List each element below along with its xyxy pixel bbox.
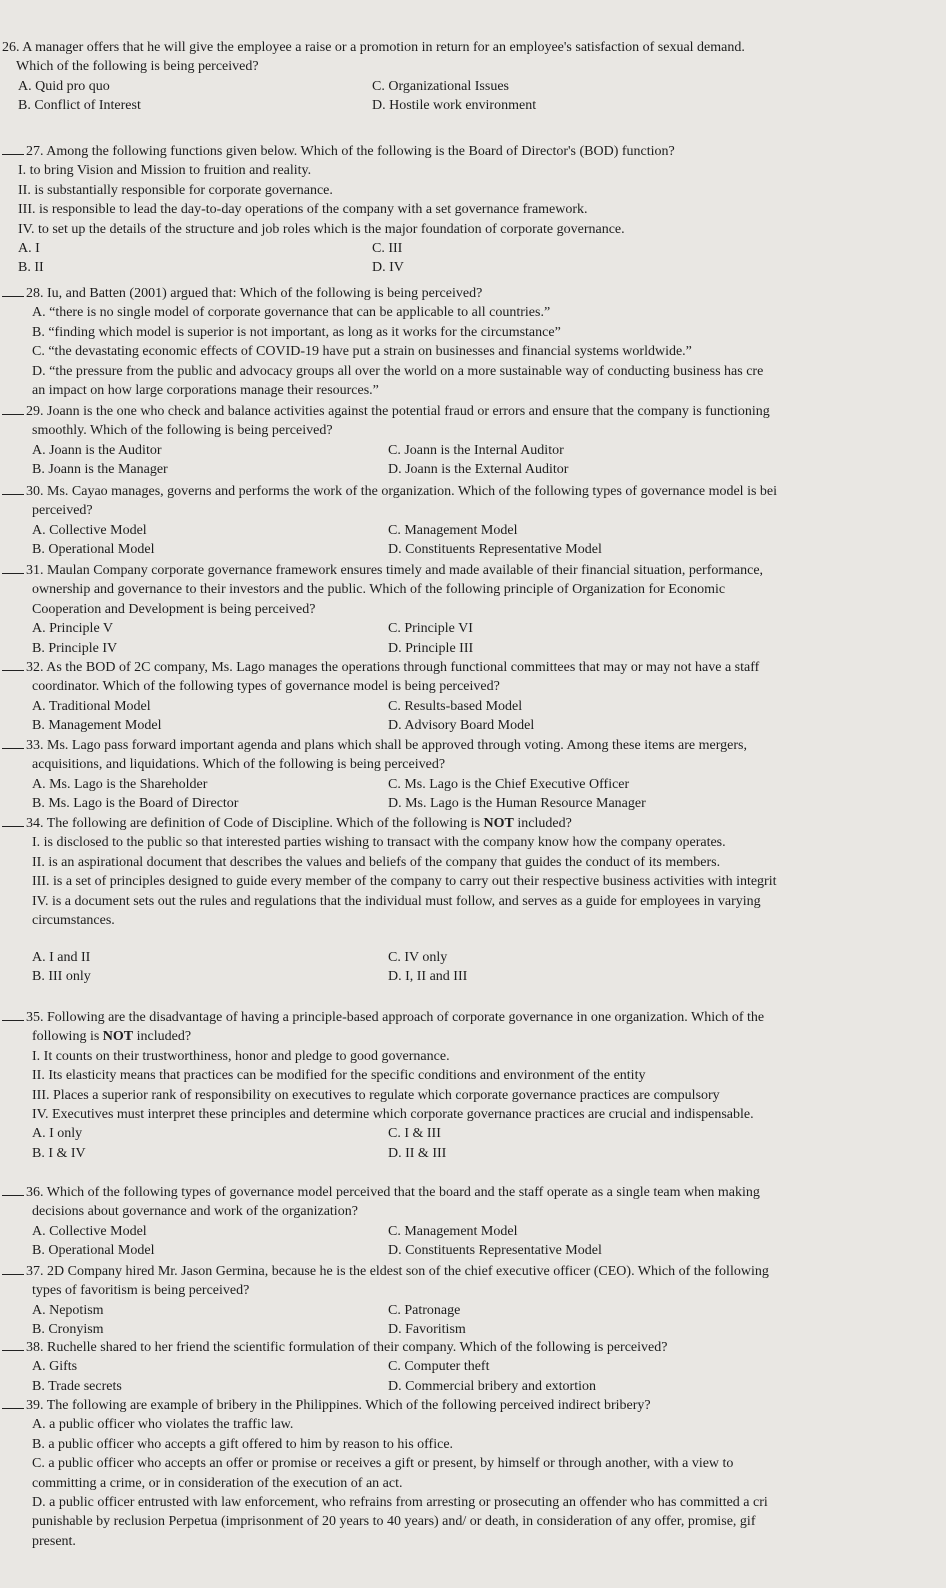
option-b: B. Trade secrets: [32, 1378, 122, 1394]
question-stem: The following are definition of Code of Discipline. Which of the following is: [46, 816, 481, 831]
option-d: D. Advisory Board Model: [388, 718, 535, 734]
options-row: [0, 77, 946, 96]
options-row: [0, 619, 946, 638]
question-stem: Joann is the one who check and balance activities against the potential fraud or errors and ensure that the company is functioning: [47, 404, 770, 419]
option-c: C. Ms. Lago is the Chief Executive Officer: [388, 776, 630, 792]
question-stem: included?: [517, 816, 572, 831]
option-c: C. Principle VI: [388, 621, 473, 637]
option-a: A. Principle V: [32, 621, 114, 637]
option-a: A. Gifts: [32, 1359, 78, 1375]
option-d: D. Constituents Representative Model: [388, 542, 602, 558]
question-stem: decisions about governance and work of the organization?: [32, 1204, 358, 1220]
option-d: D. IV: [372, 260, 404, 276]
question-stem: Maulan Company corporate governance framework ensures timely and made available of their financial situation, performance,: [47, 563, 764, 578]
question-number: 26.: [2, 40, 20, 55]
option-d: D. Principle III: [388, 640, 474, 656]
question-32: [0, 658, 946, 736]
statement-item: II. Its elasticity means that practices can be modified for the specific conditions and environment of the entity: [32, 1068, 646, 1084]
option-b: B. Conflict of Interest: [18, 98, 141, 114]
question-stem: 2D Company hired Mr. Jason Germina, because he is the eldest son of the chief executive officer (CEO). Which of the following: [47, 1264, 769, 1279]
question-stem: smoothly. Which of the following is being perceived?: [32, 423, 333, 439]
options-row: [0, 441, 946, 460]
option-a: A. I and II: [32, 950, 91, 965]
answer-blank: [2, 561, 24, 574]
question-number: 37.: [26, 1264, 44, 1279]
question-stem: Ruchelle shared to her friend the scientific formulation of their company. Which of the following is perceived?: [47, 1340, 668, 1355]
question-number: 31.: [26, 563, 44, 578]
options-row: [0, 1301, 946, 1320]
question-27: [0, 142, 946, 278]
options-row: [0, 775, 946, 794]
option-c: C. Management Model: [388, 1223, 518, 1239]
option-c: C. Patronage: [388, 1302, 461, 1318]
question-38: [0, 1338, 946, 1396]
option-c: C. Management Model: [388, 522, 518, 538]
question-stem: Ms. Lago pass forward important agenda and plans which shall be approved through voting. Among these items are mergers,: [47, 738, 747, 753]
options-row: [0, 1222, 946, 1241]
answer-blank: [2, 1338, 24, 1351]
statement-item: III. is responsible to lead the day-to-day operations of the company with a set governance framework.: [18, 202, 588, 218]
question-35: [0, 1008, 946, 1163]
answer-blank: [2, 1262, 24, 1275]
question-30: [0, 482, 946, 560]
option-a: A. I only: [32, 1126, 83, 1142]
options-row: [0, 1357, 946, 1376]
emphasis-not: NOT: [102, 1029, 134, 1045]
options-row: [0, 948, 946, 967]
question-34: [0, 814, 946, 930]
option-b: B. Management Model: [32, 718, 162, 734]
question-28: [0, 284, 946, 400]
answer-blank: [2, 814, 24, 827]
option-d: D. a public officer entrusted with law enforcement, who refrains from arresting or prosecuting an offender who has committed a cri: [32, 1495, 768, 1511]
question-number: 27.: [26, 144, 44, 159]
option-a: A. I: [18, 241, 40, 257]
question-stem: Cooperation and Development is being perceived?: [32, 601, 316, 617]
options-row: [0, 697, 946, 716]
option-c: C. III: [372, 241, 403, 257]
options-row: [0, 1241, 946, 1260]
option-b: B. Joann is the Manager: [32, 462, 168, 478]
option-c: C. Computer theft: [388, 1359, 490, 1375]
statement-item: I. It counts on their trustworthiness, honor and pledge to good governance.: [32, 1048, 450, 1064]
statement-item: III. is a set of principles designed to guide every member of the company to carry out their respective business activities with integrit: [32, 874, 777, 890]
option-d-continued: present.: [32, 1533, 76, 1549]
answer-blank: [2, 142, 24, 155]
option-d: D. II & III: [388, 1145, 447, 1161]
options-row: [0, 521, 946, 540]
answer-blank: [2, 402, 24, 415]
question-number: 36.: [26, 1185, 44, 1200]
option-b: B. Operational Model: [32, 1243, 155, 1259]
answer-blank: [2, 1396, 24, 1409]
statement-item: I. to bring Vision and Mission to fruition and reality.: [18, 163, 312, 179]
question-number: 33.: [26, 738, 44, 753]
option-b: B. II: [18, 260, 44, 276]
question-stem: acquisitions, and liquidations. Which of the following is being perceived?: [32, 757, 446, 773]
question-number: 39.: [26, 1398, 44, 1413]
option-d: D. I, II and III: [388, 969, 468, 985]
question-36: [0, 1183, 946, 1261]
option-c: C. Joann is the Internal Auditor: [388, 442, 564, 458]
question-stem: The following are example of bribery in the Philippines. Which of the following perceived indirect bribery?: [46, 1398, 651, 1413]
option-a: A. Ms. Lago is the Shareholder: [32, 776, 208, 792]
option-c: C. a public officer who accepts an offer or promise or receives a gift or present, by himself or through another, with a view to: [32, 1456, 734, 1472]
option-b: B. Cronyism: [32, 1322, 104, 1338]
option-b: B. Ms. Lago is the Board of Director: [32, 796, 239, 812]
option-d: D. Hostile work environment: [372, 98, 537, 114]
options-row: [0, 967, 946, 986]
statement-item: I. is disclosed to the public so that interested parties wishing to transact with the company know how the company operates.: [32, 835, 726, 851]
question-31: [0, 561, 946, 658]
question-number: 38.: [26, 1340, 44, 1355]
options-row: [0, 460, 946, 479]
question-stem: included?: [136, 1029, 192, 1045]
option-a: A. a public officer who violates the traffic law.: [32, 1417, 294, 1433]
answer-blank: [2, 482, 24, 495]
question-number: 35.: [26, 1010, 44, 1025]
options-row: [0, 716, 946, 735]
option-a: A. Joann is the Auditor: [32, 442, 162, 458]
option-b: B. Principle IV: [32, 640, 118, 656]
statement-item: IV. to set up the details of the structure and job roles which is the major foundation of corporate governance.: [18, 221, 625, 237]
answer-blank: [2, 736, 24, 749]
question-33: [0, 736, 946, 814]
option-d-continued: punishable by reclusion Perpetua (imprisonment of 20 years to 40 years) and/ or death, in consideration of any offer, promise, gif: [32, 1514, 756, 1530]
question-stem: Iu, and Batten (2001) argued that: Which of the following is being perceived?: [47, 286, 483, 301]
question-stem: As the BOD of 2C company, Ms. Lago manages the operations through functional committees that may or may not have a staff: [46, 660, 760, 675]
question-stem: coordinator. Which of the following types of governance model is being perceived?: [32, 679, 500, 695]
option-c: C. Results-based Model: [388, 698, 523, 714]
question-stem: ownership and governance to their investors and the public. Which of the following principle of Organization for Economic: [32, 582, 726, 598]
options-row: [0, 258, 946, 277]
answer-blank: [2, 1183, 24, 1196]
question-number: 34.: [26, 816, 44, 831]
options-row: [0, 1320, 946, 1339]
question-37: [0, 1262, 946, 1340]
option-a: A. Collective Model: [32, 522, 147, 538]
statement-item-continued: circumstances.: [32, 913, 115, 929]
question-number: 29.: [26, 404, 44, 419]
emphasis-not: NOT: [483, 816, 514, 831]
question-26: [0, 38, 946, 116]
option-d: D. Ms. Lago is the Human Resource Manager: [388, 796, 646, 812]
options-row: [0, 540, 946, 559]
answer-blank: [2, 658, 24, 671]
option-c: C. Organizational Issues: [372, 78, 509, 94]
question-number: 32.: [26, 660, 44, 675]
option-c-continued: committing a crime, or in consideration of the execution of an act.: [32, 1475, 403, 1491]
option-d: D. Constituents Representative Model: [388, 1243, 602, 1259]
option-c: C. IV only: [388, 950, 448, 965]
option-b: B. I & IV: [32, 1145, 86, 1161]
question-stem: Which of the following is being perceived?: [16, 59, 259, 75]
statement-item: IV. Executives must interpret these principles and determine which corporate governance practices are crucial and indispensable.: [32, 1107, 754, 1123]
question-29: [0, 402, 946, 480]
option-a: A. Nepotism: [32, 1302, 104, 1318]
option-a: A. “there is no single model of corporate governance that can be applicable to all countries.”: [32, 305, 551, 321]
question-number: 28.: [26, 286, 44, 301]
question-stem: types of favoritism is being perceived?: [32, 1283, 250, 1299]
question-stem: following is: [32, 1029, 100, 1045]
question-stem: Among the following functions given below. Which of the following is the Board of Director's (BOD) function?: [46, 144, 675, 159]
question-stem: Ms. Cayao manages, governs and performs the work of the organization. Which of the following types of governance model is bei: [47, 484, 778, 499]
question-stem: Which of the following types of governance model perceived that the board and the staff operate as a single team when making: [46, 1185, 760, 1200]
option-d: D. Commercial bribery and extortion: [388, 1378, 596, 1394]
statement-item: III. Places a superior rank of responsibility on executives to regulate which corporate governance practices are compulsory: [32, 1087, 720, 1103]
question-39: [0, 1396, 946, 1551]
statement-item: II. is an aspirational document that describes the values and beliefs of the company that guides the conduct of its members.: [32, 854, 721, 870]
question-stem: Following are the disadvantage of having a principle-based approach of corporate governance in one organization. Which of the: [47, 1010, 765, 1025]
question-stem: perceived?: [32, 503, 93, 519]
statement-item: IV. is a document sets out the rules and regulations that the individual must follow, and serves as a guide for employees in varying: [32, 893, 761, 909]
options-row: [0, 794, 946, 813]
option-a: A. Traditional Model: [32, 698, 151, 714]
option-b: B. a public officer who accepts a gift offered to him by reason to his office.: [32, 1436, 454, 1452]
options-row: [0, 1377, 946, 1396]
options-row: [0, 239, 946, 258]
option-a: A. Quid pro quo: [18, 78, 110, 94]
options-row: [0, 1144, 946, 1163]
option-c: C. “the devastating economic effects of COVID-19 have put a strain on businesses and financial systems worldwide.”: [32, 344, 692, 360]
question-stem: A manager offers that he will give the employee a raise or a promotion in return for an employee's satisfaction of sexual demand.: [22, 40, 745, 55]
option-d: D. Favoritism: [388, 1322, 466, 1338]
option-a: A. Collective Model: [32, 1223, 147, 1239]
statement-item: II. is substantially responsible for corporate governance.: [18, 182, 333, 198]
question-number: 30.: [26, 484, 44, 499]
option-b: B. Operational Model: [32, 542, 155, 558]
options-row: [0, 639, 946, 658]
question-34-options: [0, 948, 946, 987]
option-d-continued: an impact on how large corporations manage their resources.”: [32, 383, 379, 399]
option-c: C. I & III: [388, 1126, 441, 1142]
answer-blank: [2, 1008, 24, 1021]
option-d: D. “the pressure from the public and advocacy groups all over the world on a more sustainable way of conducting business has cre: [32, 363, 764, 379]
option-b: B. III only: [32, 969, 91, 985]
option-d: D. Joann is the External Auditor: [388, 462, 569, 478]
option-b: B. “finding which model is superior is not important, as long as it works for the circumstance”: [32, 324, 561, 340]
options-row: [0, 1124, 946, 1143]
answer-blank: [2, 284, 24, 297]
options-row: [0, 96, 946, 115]
